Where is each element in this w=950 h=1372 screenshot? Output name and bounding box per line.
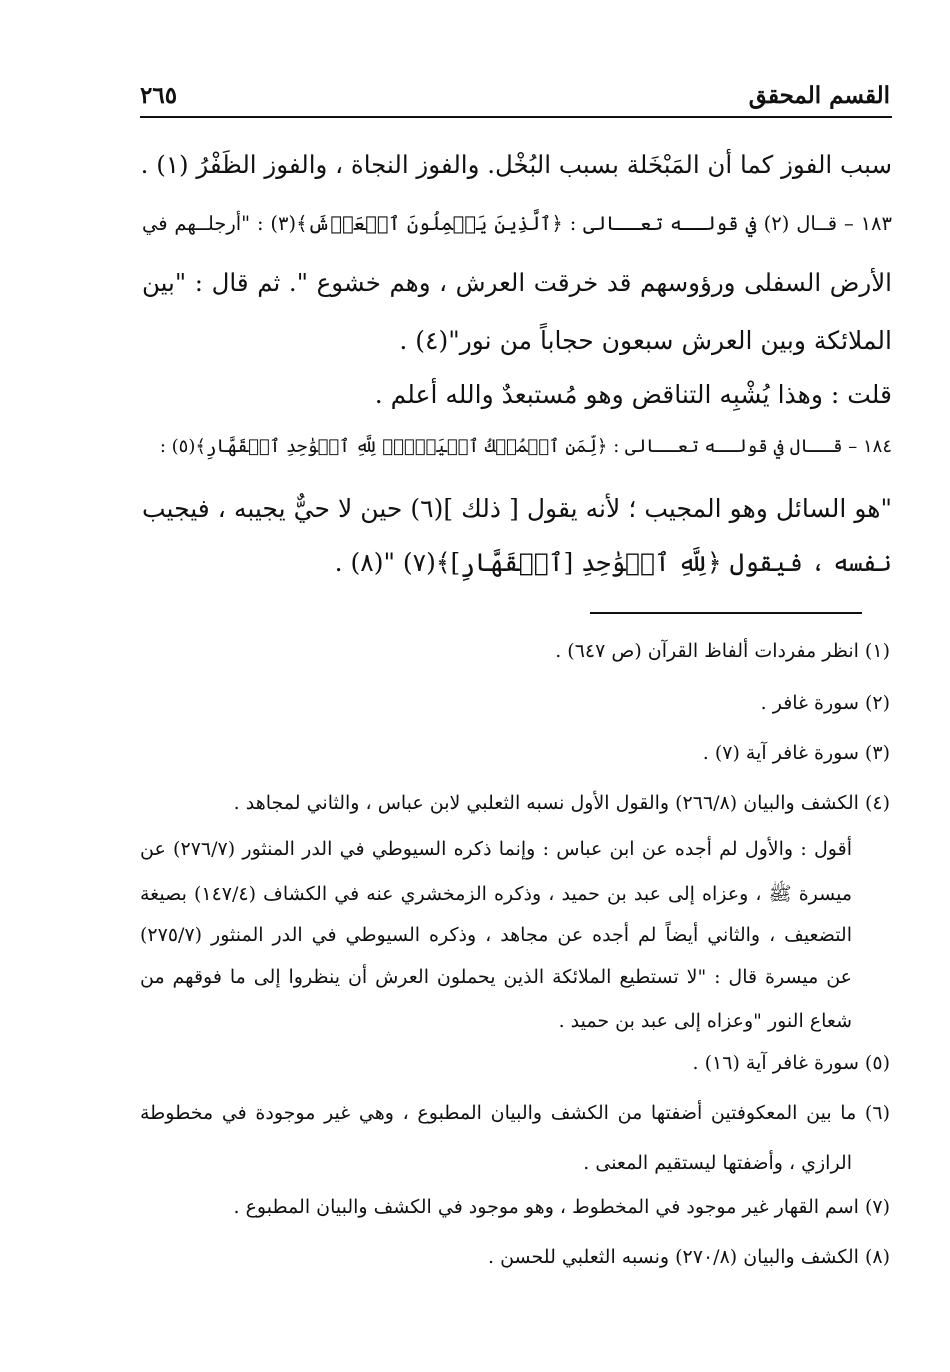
footnote-line: التضعيف ، والثاني أيضاً لم أجده عن مجاهد ، وذكره السيوطي في الدر المنثور (٢٧٥/٧)	[140, 924, 852, 946]
footnote-line: (٦) ما بين المعكوفتين أضفتها من الكشف والبيان المطبوع ، وهي غير موجودة في مخطوطة	[140, 1102, 890, 1124]
footnote-line: (٨) الكشف والبيان (٢٧٠/٨) ونسبه الثعلبي للحسن .	[488, 1246, 890, 1268]
footnote-line: الرازي ، وأضفتها ليستقيم المعنى .	[583, 1152, 852, 1174]
body-line: سبب الفوز كما أن المَبْخَلة بسبب البُخْل. والفوز النجاة ، والفوز الظَفْرُ (١) .	[140, 150, 892, 179]
body-line: نفسه ، فيقول ﴿لِلَّهِ ٱلۡوَٰحِدِ [ٱلۡقَهَّارِ]﴾(٧) "(٨) .	[334, 548, 892, 577]
footnote-divider	[590, 612, 862, 614]
header-divider	[140, 116, 892, 118]
body-line: "هو السائل وهو المجيب ؛ لأنه يقول [ ذلك ](٦) حين لا حيٌّ يجيبه ، فيجيب	[142, 494, 892, 523]
footnote-line: (٣) سورة غافر آية (٧) .	[702, 742, 890, 764]
footnote-line: شعاع النور "وعزاه إلى عبد بن حميد .	[558, 1010, 852, 1032]
page-number: ٢٦٥	[140, 82, 178, 109]
body-line: قلت : وهذا يُشْبِه التناقض وهو مُستبعدٌ والله أعلم .	[374, 380, 892, 409]
running-header-title: القسم المحقق	[748, 82, 890, 109]
body-line: ١٨٣ – قــال (٢) في قولــه تعــالى : ﴿ٱلَّذِينَ يَحۡمِلُونَ ٱلۡعَرۡشَ﴾(٣) : "أرجلــهم في	[142, 212, 892, 235]
footnote-line: (٢) سورة غافر .	[760, 692, 890, 714]
footnote-line: (١) انظر مفردات ألفاظ القرآن (ص ٦٤٧) .	[555, 640, 890, 662]
footnote-line: (٥) سورة غافر آية (١٦) .	[692, 1052, 890, 1074]
footnote-line: ميسرة ﷺ ، وعزاه إلى عبد بن حميد ، وذكره الزمخشري عنه في الكشاف (١٤٧/٤) بصيغة	[140, 883, 852, 905]
page-header	[140, 82, 890, 118]
footnote-line: (٤) الكشف والبيان (٢٦٦/٨) والقول الأول نسبه الثعلبي لابن عباس ، والثاني لمجاهد .	[233, 792, 890, 814]
footnote-line: عن ميسرة قال : "لا تستطيع الملائكة الذين يحملون العرش أن ينظروا إلى ما فوقهم من	[140, 966, 852, 988]
footnote-line: (٧) اسم القهار غير موجود في المخطوط ، وهو موجود في الكشف والبيان المطبوع .	[233, 1196, 890, 1218]
footnote-line: أقول : والأول لم أجده عن ابن عباس : وإنما ذكره السيوطي في الدر المنثور (٢٧٦/٧) عن	[140, 838, 852, 860]
body-line: الأرض السفلى ورؤوسهم قد خرقت العرش ، وهم خشوع ". ثم قال : "بين	[142, 268, 892, 297]
body-line: ١٨٤ – قــال في قولــه تعــالى : ﴿لِّمَنِ ٱلۡمُلۡكُ ٱلۡيَوۡمَۖ لِلَّهِ ٱلۡوَٰحِدِ ٱلۡقَهَّارِ﴾(٥) :	[159, 436, 892, 457]
body-line: الملائكة وبين العرش سبعون حجاباً من نور"(٤) .	[399, 326, 892, 355]
